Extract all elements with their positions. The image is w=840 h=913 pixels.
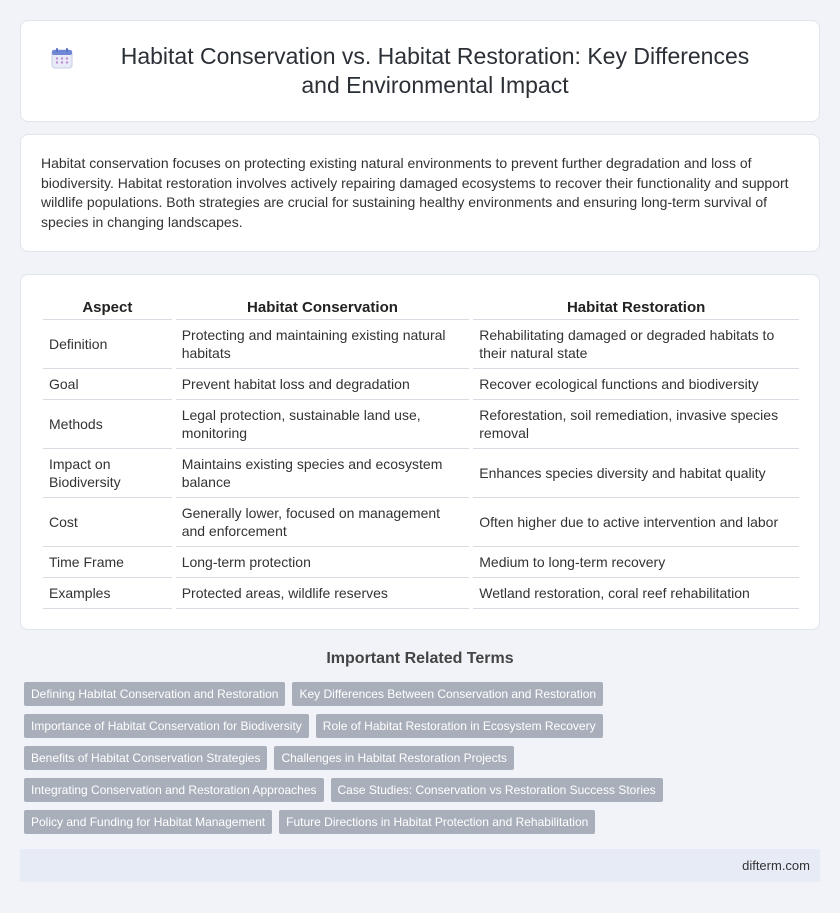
- intro-paragraph: Habitat conservation focuses on protecting existing natural environments to prevent further degradation and loss of biodiversity. Habitat restoration involves actively repairing damaged ecosystems to recover their functionality and support wildlife populations. Both strategies are crucial for sustaining healthy environments and ensuring long-term survival of species in changing landscapes.: [41, 155, 789, 230]
- table-row: [43, 319, 799, 368]
- intro-card: [20, 134, 820, 252]
- comparison-table-card: [20, 274, 820, 630]
- table-cell: Prevent habitat loss and degradation: [176, 368, 470, 399]
- title-card: [20, 20, 820, 122]
- table-cell: Impact on Biodiversity: [43, 448, 172, 497]
- table-header-row: [43, 297, 799, 319]
- header-aspect: Aspect: [43, 297, 172, 319]
- table-row: [43, 546, 799, 577]
- related-term-tag[interactable]: Challenges in Habitat Restoration Projects: [274, 746, 513, 770]
- table-cell: Long-term protection: [176, 546, 470, 577]
- related-term-tag[interactable]: Case Studies: Conservation vs Restoration Success Stories: [331, 778, 663, 802]
- related-term-tag[interactable]: Future Directions in Habitat Protection and Rehabilitation: [279, 810, 595, 834]
- related-terms-heading: Important Related Terms: [326, 650, 514, 667]
- footer-bar: [20, 849, 820, 882]
- table-cell: Medium to long-term recovery: [473, 546, 799, 577]
- table-cell: Maintains existing species and ecosystem balance: [176, 448, 470, 497]
- table-cell: Protected areas, wildlife reserves: [176, 577, 470, 608]
- table-cell: Wetland restoration, coral reef rehabilitation: [473, 577, 799, 608]
- page-title: Habitat Conservation vs. Habitat Restoration: Key Differences and Environmental Impact: [120, 43, 750, 98]
- related-term-tag[interactable]: Integrating Conservation and Restoration Approaches: [24, 778, 324, 802]
- table-cell: Generally lower, focused on management and enforcement: [176, 497, 470, 546]
- table-cell: Examples: [43, 577, 172, 608]
- related-term-tag[interactable]: Policy and Funding for Habitat Management: [24, 810, 272, 834]
- related-term-tag[interactable]: Benefits of Habitat Conservation Strategies: [24, 746, 267, 770]
- comparison-table: [43, 297, 799, 609]
- table-cell: Enhances species diversity and habitat quality: [473, 448, 799, 497]
- related-terms-list: [24, 682, 804, 842]
- table-row: [43, 577, 799, 608]
- table-cell: Legal protection, sustainable land use, monitoring: [176, 399, 470, 448]
- table-cell: Reforestation, soil remediation, invasive species removal: [473, 399, 799, 448]
- table-row: [43, 399, 799, 448]
- table-cell: Cost: [43, 497, 172, 546]
- header-restoration: Habitat Restoration: [473, 297, 799, 319]
- table-cell: Goal: [43, 368, 172, 399]
- table-cell: Often higher due to active intervention and labor: [473, 497, 799, 546]
- header-conservation: Habitat Conservation: [176, 297, 470, 319]
- table-row: [43, 497, 799, 546]
- table-cell: Methods: [43, 399, 172, 448]
- table-row: [43, 448, 799, 497]
- table-cell: Recover ecological functions and biodiversity: [473, 368, 799, 399]
- table-cell: Time Frame: [43, 546, 172, 577]
- related-term-tag[interactable]: Defining Habitat Conservation and Restoration: [24, 682, 285, 706]
- related-term-tag[interactable]: Key Differences Between Conservation and Restoration: [292, 682, 603, 706]
- table-row: [43, 368, 799, 399]
- related-term-tag[interactable]: Importance of Habitat Conservation for Biodiversity: [24, 714, 309, 738]
- table-cell: Rehabilitating damaged or degraded habitats to their natural state: [473, 319, 799, 368]
- footer-site-link[interactable]: difterm.com: [742, 858, 810, 873]
- table-cell: Definition: [43, 319, 172, 368]
- related-term-tag[interactable]: Role of Habitat Restoration in Ecosystem Recovery: [316, 714, 603, 738]
- table-cell: Protecting and maintaining existing natural habitats: [176, 319, 470, 368]
